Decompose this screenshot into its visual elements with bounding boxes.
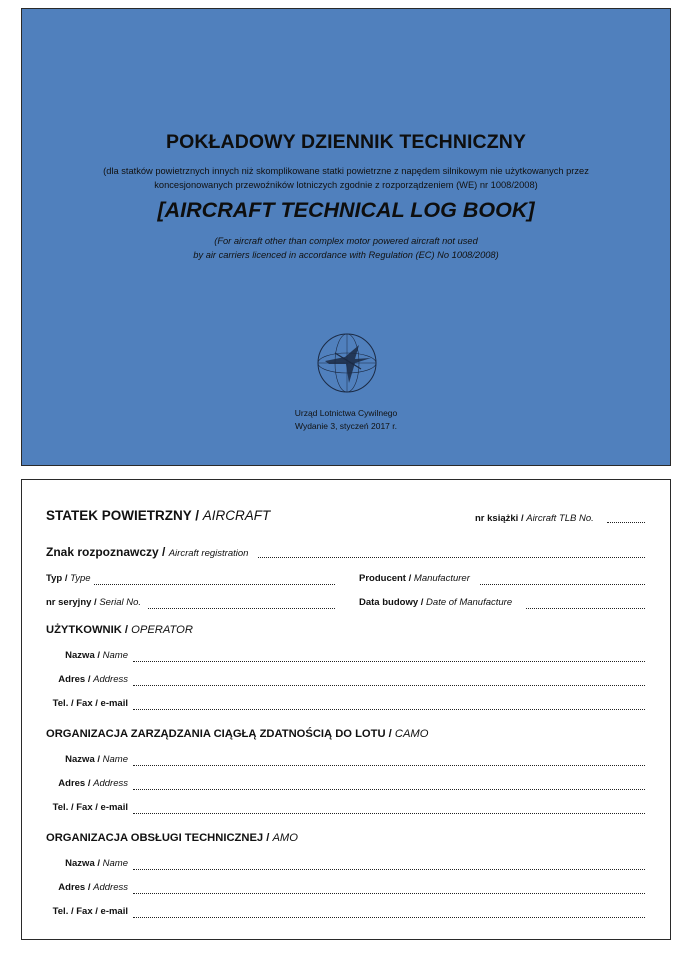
operator-name-label xyxy=(48,650,128,661)
amo-address-field[interactable] xyxy=(133,893,645,894)
amo-name-label xyxy=(48,858,128,869)
cover-authority xyxy=(22,407,670,433)
amo-name-en: Name xyxy=(102,858,128,869)
amo-address-label xyxy=(48,882,128,893)
cover-subtitle-pl xyxy=(77,164,615,192)
amo-heading-pl: ORGANIZACJA OBSŁUGI TECHNICZNEJ / xyxy=(46,832,270,844)
cover-subtitle-en xyxy=(82,234,610,262)
manufacturer-label-pl: Producent / xyxy=(359,573,412,584)
camo-name-label xyxy=(48,754,128,765)
camo-heading-pl: ORGANIZACJA ZARZĄDZANIA CIĄGŁĄ ZDATNOŚCIĄ DO LOTU / xyxy=(46,728,392,740)
registration-label-en: Aircraft registration xyxy=(168,548,249,559)
serial-label-pl: nr seryjny / xyxy=(46,597,97,608)
aircraft-heading-pl: STATEK POWIETRZNY / xyxy=(46,508,200,523)
manufacturer-label xyxy=(359,573,470,584)
operator-heading xyxy=(46,624,193,636)
cover-panel xyxy=(21,8,671,466)
operator-name-field[interactable] xyxy=(133,661,645,662)
amo-heading xyxy=(46,832,298,844)
serial-label-en: Serial No. xyxy=(99,597,142,608)
manufacturer-label-en: Manufacturer xyxy=(413,573,470,584)
amo-address-pl: Adres / xyxy=(58,882,91,893)
tlb-label-pl: nr książki / xyxy=(475,513,524,524)
edition-label: Wydanie 3, styczeń 2017 r. xyxy=(295,421,397,431)
amo-name-pl: Nazwa / xyxy=(65,858,101,869)
camo-name-field[interactable] xyxy=(133,765,645,766)
registration-label-pl: Znak rozpoznawczy / xyxy=(46,545,166,559)
operator-contact-field[interactable] xyxy=(133,709,645,710)
cover-subtitle-pl-line2: koncesjonowanych przewoźników lotniczych zgodnie z rozporządzeniem (WE) nr 1008/2008) xyxy=(154,180,538,190)
amo-name-field[interactable] xyxy=(133,869,645,870)
registration-field[interactable] xyxy=(258,557,645,558)
tlb-number-label xyxy=(475,513,594,524)
amo-contact-label: Tel. / Fax / e-mail xyxy=(52,906,128,917)
tlb-label-en: Aircraft TLB No. xyxy=(526,513,594,524)
camo-address-en: Address xyxy=(93,778,128,789)
camo-address-pl: Adres / xyxy=(58,778,91,789)
manufacture-date-label xyxy=(359,597,512,608)
operator-address-pl: Adres / xyxy=(58,674,91,685)
serial-label xyxy=(46,597,141,608)
cover-title-en: [AIRCRAFT TECHNICAL LOG BOOK] xyxy=(157,198,535,222)
cover-title-pl: POKŁADOWY DZIENNIK TECHNICZNY xyxy=(165,131,527,153)
authority-name: Urząd Lotnictwa Cywilnego xyxy=(294,408,398,418)
operator-heading-pl: UŻYTKOWNIK / xyxy=(46,624,129,636)
date-label-pl: Data budowy / xyxy=(359,597,424,608)
civil-aviation-authority-logo-icon xyxy=(315,331,379,395)
aircraft-heading xyxy=(46,508,270,523)
manufacturer-field[interactable] xyxy=(480,584,645,585)
operator-address-field[interactable] xyxy=(133,685,645,686)
serial-field[interactable] xyxy=(148,608,335,609)
operator-name-pl: Nazwa / xyxy=(65,650,101,661)
type-label-en: Type xyxy=(70,573,91,584)
camo-contact-field[interactable] xyxy=(133,813,645,814)
amo-heading-en: AMO xyxy=(272,832,298,844)
form-panel xyxy=(21,479,671,940)
camo-name-en: Name xyxy=(102,754,128,765)
camo-address-field[interactable] xyxy=(133,789,645,790)
cover-subtitle-en-line2: by air carriers licenced in accordance with Regulation (EC) No 1008/2008) xyxy=(193,250,499,260)
operator-heading-en: OPERATOR xyxy=(131,624,193,636)
registration-label xyxy=(46,545,248,559)
amo-contact-field[interactable] xyxy=(133,917,645,918)
tlb-number-field[interactable] xyxy=(607,522,645,523)
aircraft-heading-en: AIRCRAFT xyxy=(202,508,271,523)
cover-subtitle-en-line1: (For aircraft other than complex motor powered aircraft not used xyxy=(214,236,478,246)
operator-address-label xyxy=(48,674,128,685)
camo-heading-en: CAMO xyxy=(394,728,429,740)
camo-contact-label: Tel. / Fax / e-mail xyxy=(52,802,128,813)
operator-address-en: Address xyxy=(93,674,128,685)
manufacture-date-field[interactable] xyxy=(526,608,645,609)
date-label-en: Date of Manufacture xyxy=(426,597,513,608)
camo-heading xyxy=(46,728,428,740)
amo-address-en: Address xyxy=(93,882,128,893)
type-label xyxy=(46,573,91,584)
type-field[interactable] xyxy=(94,584,335,585)
operator-name-en: Name xyxy=(102,650,128,661)
camo-address-label xyxy=(48,778,128,789)
camo-name-pl: Nazwa / xyxy=(65,754,101,765)
operator-contact-label: Tel. / Fax / e-mail xyxy=(52,698,128,709)
cover-subtitle-pl-line1: (dla statków powietrznych innych niż skomplikowane statki powietrzne z napędem silnikowym nie użytkowanych przez xyxy=(103,166,589,176)
type-label-pl: Typ / xyxy=(46,573,68,584)
